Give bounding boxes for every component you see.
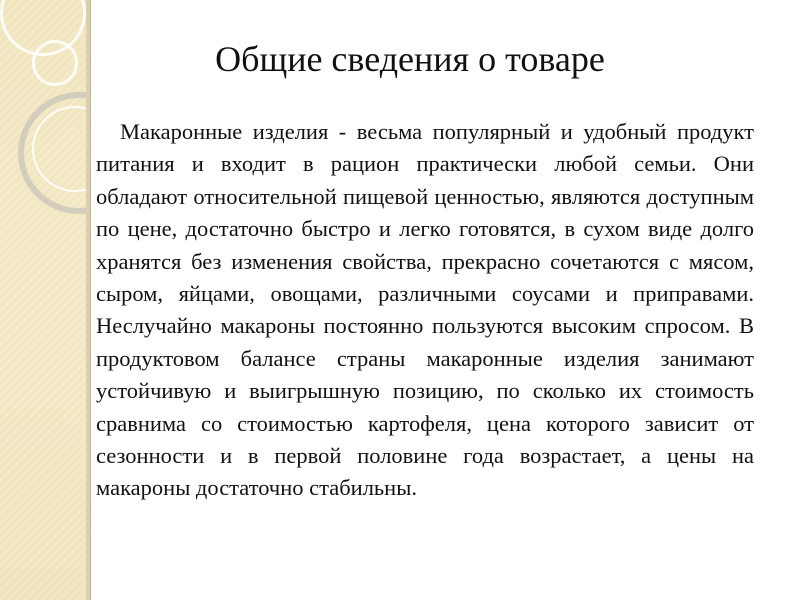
side-panel-border-line — [90, 0, 91, 600]
decorative-circle — [18, 92, 86, 214]
decorative-circle — [0, 0, 86, 56]
decorative-circle — [32, 106, 86, 192]
slide-title: Общие сведения о товаре — [215, 39, 605, 79]
slide-body-text: Макаронные изделия - весьма популярный и удобный продукт питания и входит в рацион практически любой семьи. Они обладают относительной пищевой ценностью, являются доступным по цене, достаточно быстро и легко готовятся, в сухом виде долго хранятся без изменения свойства, прекрасно сочетаются с мясом, сыром, яйцами, овощами, различными соусами и приправами. Неслучайно макароны постоянно пользуются высоким спросом. В продуктовом балансе страны макаронные изделия занимают устойчивую и выигрышную позицию, по сколько их стоимость сравнима со стоимостью картофеля, цена которого зависит от сезонности и в первой половине года возрастает, а цены на макароны достаточно стабильны. — [96, 119, 754, 501]
decorative-side-panel — [0, 0, 86, 600]
decorative-circle — [32, 40, 78, 86]
